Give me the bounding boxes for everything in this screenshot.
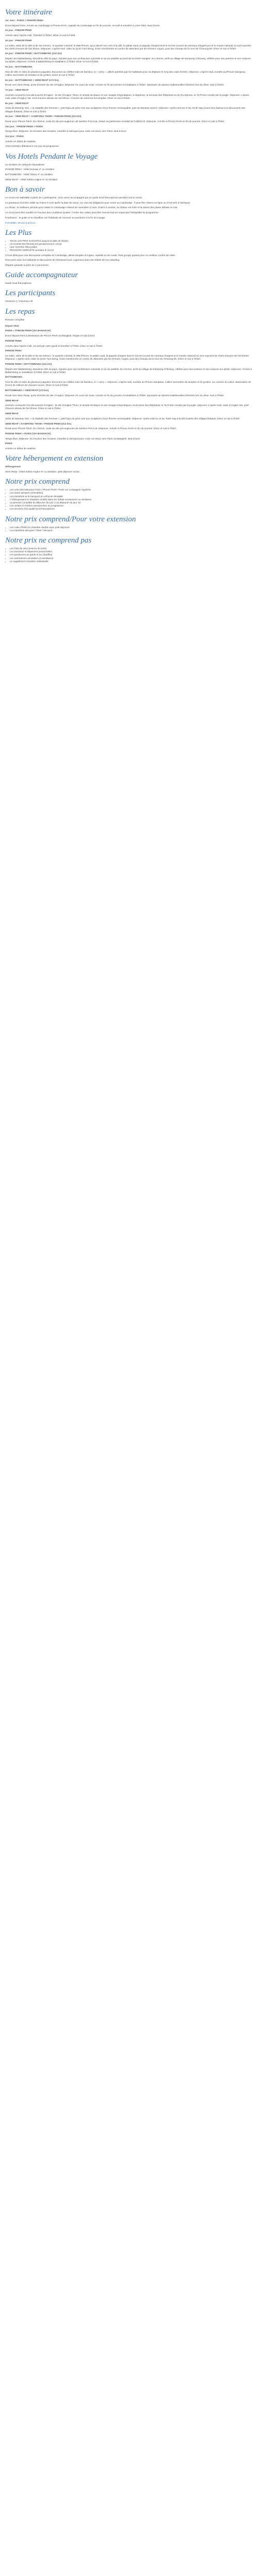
city-title: BATTAMBANG bbox=[5, 376, 22, 379]
day-text: Arrivée en début de matinée. bbox=[5, 140, 37, 143]
info-paragraph: Le climat : la meilleure période pour visiter le Cambodge s'étend de novembre à mars. D'avril à octobre, la chaleur est forte et la saison des pluies débute en mai. bbox=[5, 206, 178, 209]
day-text: Le matin, visite de la ville et de ses trésors : le quartier colonial, le Wat Phnom, qui a donné son nom à la ville, le palais royal, la pagode d'argent dont le sol est couvert de carreaux d'argent pur et le musée national où sont exposés les chefs-d'œuvre de l'art khmer. Déjeuner. L'après-midi, visite du lycée Tuol Sleng, école transformée en centre de détention par les Khmers rouges, puis des champs de la mort de Choeung Ek. Dîner et nuit à l'hôtel. bbox=[5, 44, 251, 50]
price-includes-section bbox=[5, 478, 253, 511]
extension-price-item: • Les nuits d'hôtel en chambre double avec petit déjeuner bbox=[10, 526, 253, 529]
day-text: Journée consacrée à la découverte d'Angkor : la cité d'Angkor Thom, le temple du Bayon et ses visages énigmatiques, le Baphuon, la terrasse des Éléphants et du Roi lépreux, le Ta Prohm envahi par la jungle. Déjeuner. L'après-midi, visite d'Angkor Vat, chef-d'œuvre absolu de l'art khmer. Coucher de soleil sur les temples. Dîner et nuit à l'hôtel. bbox=[5, 93, 250, 99]
route-title: BATTAMBANG > SIEM REAP (170 km) bbox=[5, 389, 49, 392]
price-include-item: • Les taxes aéroport (révisables) bbox=[10, 492, 253, 495]
info-paragraph: Le circuit est réalisable à partir de 2 participants. Vous serez accompagné par un guide local francophone pendant tout le circuit. bbox=[5, 196, 143, 199]
price-include-item: • L'hébergement en chambre double dans les hôtels mentionnés ou similaires bbox=[10, 498, 253, 501]
day-text: Route pour Phnom Penh. En chemin, visite du site pré-angkorien de Sambor Prei Kuk, classé au patrimoine mondial de l'UNESCO. Déjeuner. Arrivée à Phnom Penh en fin de journée. Dîner et nuit à l'hôtel. bbox=[5, 120, 225, 123]
meals-text: Pension complète bbox=[5, 318, 25, 321]
price-include-item: • Les visites et entrées mentionnées au programme bbox=[10, 504, 253, 507]
extension-price-title: Notre prix comprend/Pour votre extension bbox=[5, 515, 136, 523]
day-title: 6e jour : BATTAMBANG > SIEM REAP (170 km) bbox=[5, 78, 59, 81]
info-paragraph: Le passeport doit être valide au moins 6 mois après la date de retour. Un visa est obligatoire pour entrer au Cambodge : il peut être obtenu en ligne ou à l'arrivée à l'aéroport. bbox=[5, 201, 191, 204]
city-text: Arrivée en début de matinée. bbox=[5, 447, 37, 450]
hotels-section bbox=[5, 152, 253, 181]
city-title: SIEM REAP bbox=[5, 412, 19, 415]
highlight-item: • PENSION COMPLÈTE pendant le circuit bbox=[10, 249, 253, 252]
meals-title: Les repas bbox=[5, 307, 35, 316]
info-paragraph: Le circuit peut être modifié en fonction des conditions locales ; l'ordre des visites peut être inversé tout en respectant l'intégralité du programme. bbox=[5, 211, 159, 214]
day-text: Temps libre. Déjeuner. En fonction des horaires, transfert à l'aéroport pour votre vol retour vers Paris. Nuit à bord. bbox=[5, 130, 127, 133]
good-to-know-title: Bon à savoir bbox=[5, 185, 45, 194]
price-include-item: • Les transferts et le transport en véhicule climatisé bbox=[10, 495, 253, 498]
day-text: Route vers Siem Reap, porte d'entrée du site d'Angkor. Déjeuner en cours de route. Arrivée en fin de journée et installation à l'hôtel. Spectacle de danses traditionnelles khmères lors du dîner. Nuit à l'hôtel. bbox=[5, 83, 224, 87]
price-exclude-item: • Les assurances annulation et assistance bbox=[10, 557, 253, 560]
highlights-title: Les Plus bbox=[5, 228, 32, 237]
highlights-section bbox=[5, 229, 253, 267]
highlights-text: Rencontre avec les habitants et découverte de l'artisanat local. Logement dans des hôtels de bon standing. bbox=[5, 259, 120, 262]
guide-section bbox=[5, 271, 253, 285]
extension-price-section bbox=[5, 515, 253, 532]
hotels-title: Vos Hotels Pendant le Voyage bbox=[5, 152, 98, 161]
departure-label: Départ 2019 bbox=[5, 324, 19, 327]
city-title: PHNOM PENH bbox=[5, 339, 22, 342]
day-text: Visite de Banteay Srei, « la citadelle des femmes », petit bijou de grès rose aux sculptures d'une finesse remarquable, puis de Banteay Samré. Déjeuner. Après-midi sur le lac Tonlé Sap à bord d'un bateau à la découverte des villages flottants. Dîner et nuit à l'hôtel. bbox=[5, 107, 246, 113]
city-text: Visite de Banteay Srei, « la citadelle des femmes », petit bijou de grès rose aux sculptures d'une finesse remarquable. Déjeuner. Après-midi sur le lac Tonlé Sap à la découverte des villages flottants. Dîner et nuit à l'hôtel. bbox=[5, 417, 240, 420]
extension-subtitle: Hébergement bbox=[5, 465, 21, 468]
highlight-item: • TOUS LES PRIX GARANTIS jusqu'à la date de départ bbox=[10, 240, 253, 243]
price-include-item: • La pension complète du déjeuner du jour 2 au déjeuner du jour 10 bbox=[10, 501, 253, 504]
participants-title: Les participants bbox=[5, 289, 56, 298]
route-text: Route pour Phnom Penh. En chemin, visite du site pré-angkorien de Sambor Prei Kuk. Déjeuner. Arrivée à Phnom Penh en fin de journée. Dîner et nuit à l'hôtel. bbox=[5, 427, 177, 430]
route-text: Départ vers Battambang, deuxième ville du pays, réputée pour son architecture coloniale et sa vie paisible. En chemin, arrêt au village de Kampong Chhnang, célèbre pour ses poteries et ses maisons sur pilotis. Déjeuner. Arrivée à Battambang et installation à l'hôtel. Dîner et nuit à l'hôtel. bbox=[5, 367, 252, 374]
day-title: 2e jour : PHNOM PENH bbox=[5, 29, 32, 32]
meals-section bbox=[5, 308, 253, 321]
participants-section bbox=[5, 289, 253, 303]
price-exclude-item: • Les frais de visa (environ 30 USD) bbox=[10, 547, 253, 550]
route-text: Route vers Siem Reap, porte d'entrée du site d'Angkor. Déjeuner en cours de route. Arrivée en fin de journée et installation à l'hôtel. Spectacle de danses traditionnelles khmères lors du dîner. Nuit à l'hôtel. bbox=[5, 394, 224, 397]
city-title: SIEM REAP bbox=[5, 399, 19, 402]
extension-price-item: • Les transferts aéroport / hôtel / aéroport bbox=[10, 529, 253, 532]
highlights-list bbox=[5, 240, 253, 252]
highlights-text: Départs garantis à partir de 2 personnes. bbox=[5, 263, 50, 266]
day-text: Tour de ville et visite de plusieurs pagodes. Excursion au célèbre train de bambou, le « norry », utilisé autrefois par les habitants pour se déplacer le long des voies ferrées. Déjeuner. L'après-midi, montée au Phnom Sampeau, colline surmontée de temples et de grottes. Dîner et nuit à l'hôtel. bbox=[5, 70, 246, 76]
itinerary-section bbox=[5, 8, 253, 148]
highlight-item: • LE GUIDE EN FRANÇAIS pendant tout le circuit bbox=[10, 243, 253, 246]
good-to-know-section bbox=[5, 185, 253, 225]
route-text: Envol depuis Paris à destination de Phnom Penh via Bangkok. Repas et nuit à bord. bbox=[5, 334, 95, 337]
highlight-item: • LES VISITES INCLUSES bbox=[10, 246, 253, 249]
day-title: 4e jour : PHNOM PENH > BATTAMBANG (241 km) bbox=[5, 52, 62, 55]
city-text: Tour de ville et visite de plusieurs pagodes. Excursion au célèbre train de bambou, le « norry ». Déjeuner. L'après-midi, montée au Phnom Sampeau, colline surmontée de temples et de grottes. Au coucher du soleil, observation de l'envol de millions de chauves-souris. Dîner et nuit à l'hôtel. bbox=[5, 381, 251, 387]
route-title: PHNOM PENH > BATTAMBANG (241 km) bbox=[5, 362, 52, 365]
price-include-item: • Les services d'un guide local francophone bbox=[10, 507, 253, 511]
page bbox=[5, 0, 253, 563]
highlights-text: Circuit idéal pour une découverte complète du Cambodge, alliant temples d'Angkor, capitale et vie rurale. Petit groupe garanti pour un meilleur confort de visite. bbox=[5, 253, 176, 257]
extension-price-list bbox=[5, 526, 253, 532]
route-title: PARIS > PHNOM PENH (VIA BANGKOK) bbox=[5, 329, 51, 332]
city-title: PARIS bbox=[5, 442, 12, 445]
city-text: Arrivée dans l'après-midi. Accueil par votre guide et transfert à l'hôtel. Dîner et nuit à l'hôtel. bbox=[5, 344, 103, 347]
day-title: 10e jour : PHNOM PENH > PARIS bbox=[5, 125, 43, 128]
city-text: Le matin, visite de la ville et de ses trésors : le quartier colonial, le Wat Phnom, le palais royal, la pagode d'argent dont le sol est couvert de carreaux d'argent et le musée national où sont exposés les chefs-d'œuvre de l'art khmer. Déjeuner. L'après-midi, visite du lycée Tuol Sleng, école transformée en centre de détention par les Khmers rouges, puis des champs de la mort de Choeung Ek. Dîner et nuit à l'hôtel. bbox=[5, 354, 250, 361]
guide-title: Guide accompagnateur bbox=[5, 271, 78, 280]
day-title: 11e jour : PARIS bbox=[5, 135, 24, 138]
info-paragraph: Pourboires : le guide et le chauffeur ont l'habitude de recevoir un pourboire à la fin du voyage. bbox=[5, 216, 106, 219]
price-excludes-title: Notre prix ne comprend pas bbox=[5, 536, 92, 545]
day-text: Arrivée dans l'après-midi. Transfert à l'hôtel. Dîner et nuit à l'hôtel. bbox=[5, 34, 76, 37]
guide-text: Guide local francophone bbox=[5, 282, 31, 285]
city-text: Journée consacrée à la découverte d'Angkor : la cité d'Angkor Thom, le temple du Bayon et ses visages énigmatiques, la terrasse des Éléphants, le Ta Prohm envahi par la jungle. Déjeuner. L'après-midi, visite d'Angkor Vat, chef-d'œuvre absolu de l'art khmer. Dîner et nuit à l'hôtel. bbox=[5, 404, 250, 410]
day-text: Départ vers Battambang, deuxième ville du pays, réputée pour son architecture coloniale et sa vie paisible au bord de la rivière Sangker. En chemin, arrêt au village de Kampong Chhnang, célèbre pour ses poteries et ses maisons sur pilotis. Déjeuner. Arrivée à Battambang et installation à l'hôtel. Dîner et nuit à l'hôtel. bbox=[5, 57, 251, 63]
price-include-item: • Les vols internationaux Paris / Phnom Penh / Paris sur compagnie régulière bbox=[10, 488, 253, 492]
day-title: 3e jour : PHNOM PENH bbox=[5, 39, 32, 42]
route-title: PHNOM PENH > PARIS (VIA BANGKOK) bbox=[5, 432, 51, 435]
day-title: 5e jour : BATTAMBANG bbox=[5, 65, 33, 69]
price-exclude-item: • Le supplément chambre individuelle bbox=[10, 560, 253, 563]
route-title: SIEM REAP > KAMPONG THOM > PHNOM PENH (313 km) bbox=[5, 422, 72, 425]
itinerary-note: Votre itinéraire débutera le 1er jour du programme. bbox=[5, 145, 60, 148]
price-exclude-item: • Les pourboires au guide et au chauffeur bbox=[10, 553, 253, 556]
city-title: PHNOM PENH bbox=[5, 349, 22, 352]
hotel-line: SIEM REAP : Hôtel Sokha Angkor 5* ou similaire bbox=[5, 178, 58, 181]
hotels-intro: ou similaire de catégorie équivalente bbox=[5, 163, 45, 166]
day-title: 7e jour : SIEM REAP bbox=[5, 89, 29, 92]
hotel-line: PHNOM PENH : Hôtel Sunway 4* ou similaire bbox=[5, 168, 55, 171]
price-excludes-list bbox=[5, 547, 253, 563]
extension-text: Siem Reap : Hôtel Sokha Angkor 5* ou similaire, petit déjeuner inclus. bbox=[5, 470, 80, 473]
extension-title: Votre hébergement en extension bbox=[5, 454, 104, 463]
participants-text: minimum 2 / maximum 20 bbox=[5, 300, 33, 303]
formalities-link[interactable]: Formalités, tenues à prévoir… bbox=[5, 221, 38, 224]
day-text: Envol depuis Paris. Arrivée au Cambodge à Phnom Penh, capitale du Cambodge en fin de journée. Accueil et transfert à votre hôtel. Nuit à bord. bbox=[5, 24, 160, 27]
extension-section bbox=[5, 454, 253, 473]
detailed-itinerary-section bbox=[5, 325, 253, 450]
price-excludes-section bbox=[5, 536, 253, 563]
day-title: 8e jour : SIEM REAP bbox=[5, 101, 29, 105]
price-includes-list bbox=[5, 488, 253, 511]
day-title: 9e jour : SIEM REAP > KAMPONG THOM > PHNOM PENH (313 km) bbox=[5, 115, 82, 118]
route-text: Temps libre. Déjeuner. En fonction des horaires, transfert à l'aéroport pour votre vol retour vers Paris via Bangkok. Nuit à bord. bbox=[5, 437, 140, 440]
price-exclude-item: • Les boissons et dépenses personnelles bbox=[10, 550, 253, 553]
day-title: 1er Jour : PARIS > PHNOM PENH bbox=[5, 19, 43, 22]
itinerary-title: Votre itinéraire bbox=[5, 8, 52, 16]
price-includes-title: Notre prix comprend bbox=[5, 478, 70, 486]
hotel-line: BATTAMBANG : Hôtel Classy 4* ou similaire bbox=[5, 173, 53, 176]
